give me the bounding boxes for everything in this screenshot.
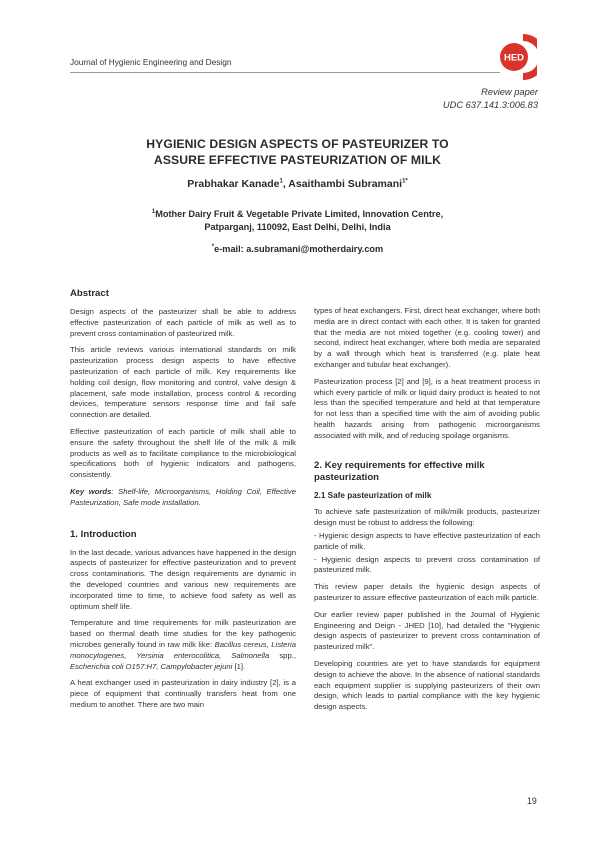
- affil-sup: 1: [151, 209, 156, 215]
- abstract-p2: This article reviews various international standards on milk pasteurization process design aspects to have effective pasteurization of each particle of milk. Key requirements like holding coil design, flow monitoring and control, valve design & placement, safe mode installation, process control & recording devices, temperature sensors response time and fail safe connection are detailed.: [70, 345, 296, 420]
- header-rule: [70, 72, 500, 73]
- right-p5: Our earlier review paper published in the Journal of Hygienic Engineering and Deign - JHED [10], had detailed the "Hygienic design aspects of pasteurizer to prevent cross contamination of pasteurized milk".: [314, 609, 540, 652]
- bullet-2: - Hygienic design aspects to prevent cross contamination of pasteurized milk.: [314, 554, 540, 575]
- title-line-1: HYGIENIC DESIGN ASPECTS OF PASTEURIZER TO: [146, 137, 449, 151]
- udc-code: UDC 637.141.3:006.83: [442, 100, 538, 110]
- affil-line-2: Patparganj, 110092, East Delhi, Delhi, India: [204, 222, 391, 233]
- paper-title: [80, 136, 515, 168]
- abstract-p1: Design aspects of the pasteurizer shall be able to address effective pasteurization of each particle of milk as well as to prevent cross contamination of pasteurized milk.: [70, 307, 296, 338]
- right-p4: This review paper details the hygienic design aspects of pasteurizer to assure effective pasteurization of each milk particle.: [314, 582, 540, 602]
- affil-line-1: Mother Dairy Fruit & Vegetable Private Limited, Innovation Centre,: [155, 209, 444, 220]
- email-sup: *: [211, 244, 215, 250]
- keywords-text: : Shelf-life, Microorganisms, Holding Coil, Effective Pasteurization, Safe mode installation.: [70, 486, 296, 507]
- bullet-1: - Hygienic design aspects to have effective pasteurization of each particle of milk.: [314, 530, 540, 551]
- keywords-label: Key words: [70, 486, 112, 496]
- intro-p1: In the last decade, various advances have happened in the design aspects of pasteurizer for effective pasteurization and to prevent cross contaminations. The design requirements are dynamic in the developed countries and various new requirements are incorporated time to time, to achieve food safety as well as optimum shelf life.: [70, 547, 296, 611]
- author-2-sup: 1*: [402, 178, 408, 185]
- left-column: [70, 288, 296, 717]
- section-2-heading: 2. Key requirements for effective milk pasteurization: [314, 459, 485, 483]
- page-number: 19: [527, 796, 537, 806]
- title-line-2: ASSURE EFFECTIVE PASTEURIZATION OF MILK: [153, 153, 442, 167]
- intro-p2-b: Bacillus cereus, Listeria monocytogenes, Yersinia enterocolitica, Salmonella: [70, 639, 296, 660]
- right-p2: Pasteurization process [2] and [9], is a heat treatment process in which every particle of milk or liquid dairy product is heated to not less than the specified temperature and held at that temperature for not less than a specified time with the aim of avoiding public health hazards arising from pathogenic microorganisms associated with milk, and of reducing spoilage organisms.: [314, 376, 540, 440]
- affiliation: [80, 206, 515, 234]
- right-p3: To achieve safe pasteurization of milk/milk products, pasteurizer design must be robust to address the following:: [314, 507, 540, 528]
- abstract-heading: Abstract: [70, 288, 109, 299]
- abstract-p3: Effective pasteurization of each particle of milk shall able to ensure the safety throughout the shelf life of the milk & milk products as well as to facilitate compliance to the microbiological specifications both of hygienic indicators and pathogens, consistently.: [70, 426, 296, 480]
- journal-logo: [497, 32, 537, 82]
- author-1: Prabhakar Kanade: [187, 178, 280, 190]
- intro-p2: [70, 618, 296, 672]
- author-1-sup: 1: [279, 178, 283, 185]
- authors: [80, 178, 515, 190]
- intro-p2-a: Temperature and time requirements for milk pasteurization are based on thermal death time studies for the key pathogenic microbes generally found in raw milk like:: [70, 618, 296, 649]
- intro-p2-d: Escherichia coli O157:H7, Campylobacter jejuni: [70, 661, 233, 671]
- journal-name: Journal of Hygienic Engineering and Design: [70, 57, 232, 67]
- keywords: [70, 487, 296, 509]
- contact-email: [80, 244, 515, 254]
- email-text: e-mail: a.subramani@motherdairy.com: [214, 244, 384, 255]
- right-p6: Developing countries are yet to have standards for equipment design to achieve the above. In the absence of national standards each equipment supplier is supplying pasteurizers of their own design, which leads to partial compliance with the key hygienic design aspects.: [314, 658, 540, 712]
- paper-type: Review paper: [481, 87, 538, 97]
- right-column: [314, 306, 540, 719]
- intro-p2-c: spp.,: [269, 650, 296, 660]
- intro-heading: 1. Introduction: [70, 528, 137, 540]
- intro-p2-e: [1].: [232, 661, 246, 671]
- logo-text: HED: [503, 52, 525, 64]
- author-2: Asaithambi Subramani: [288, 178, 403, 190]
- intro-p3: A heat exchanger used in pasteurization in dairy industry [2], is a piece of equipment that continually transfers heat from one medium to another. There are two main: [70, 678, 296, 709]
- author-separator: ,: [282, 178, 289, 190]
- section-2-1-heading: 2.1 Safe pasteurization of milk: [314, 490, 432, 500]
- right-p1: types of heat exchangers. First, direct heat exchanger, where both media are in direct contact with each other. It is taken for granted that the media are not mixed together (e.g. cooling tower) and second, indirect heat exchanger, where both media are separated by a wall through which heat is transferred (e.g. plate heat exchanger and tubular heat exchanger).: [314, 306, 540, 369]
- paper-meta: [443, 86, 538, 112]
